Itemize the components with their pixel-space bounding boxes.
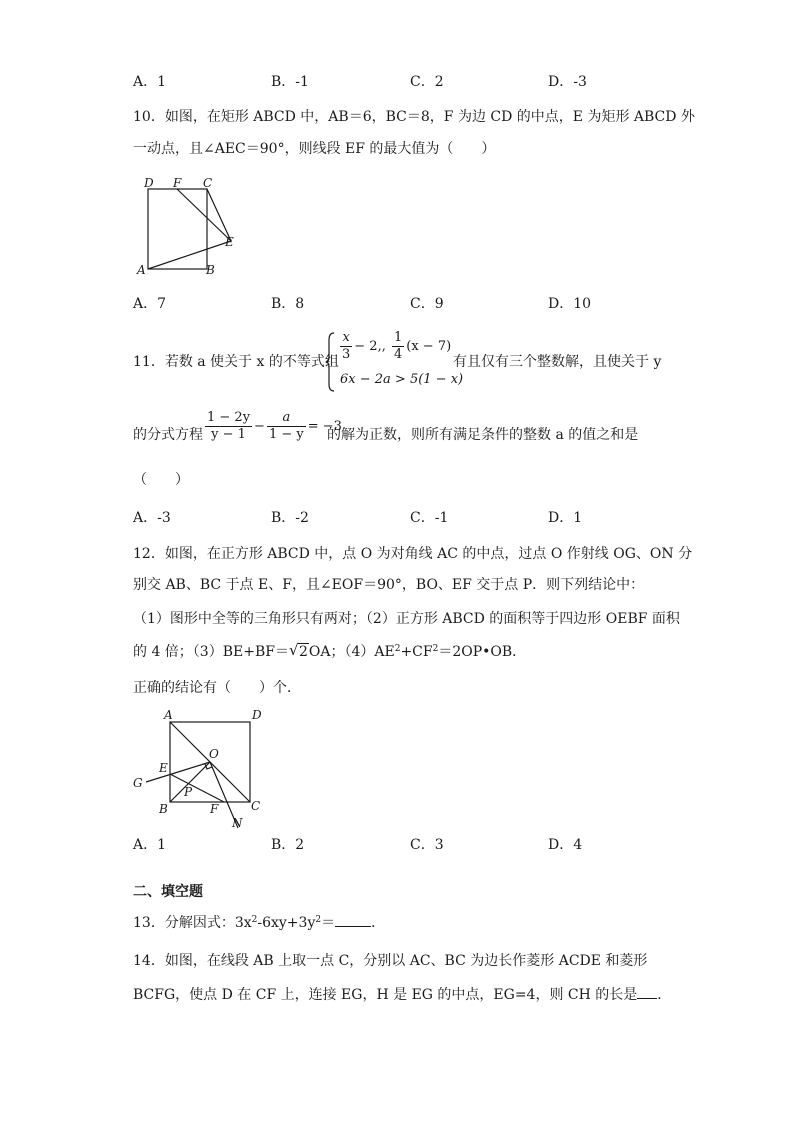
q11-option-c: C．-1	[410, 510, 449, 526]
label-o: O	[209, 747, 219, 761]
section-title-fill-in: 二、填空题	[133, 884, 203, 900]
q14-line1: 14．如图，在线段 AB 上取一点 C，分别以 AC、BC 为边长作菱形 ACDE 和菱形	[133, 953, 648, 969]
q10-option-d: D．10	[548, 296, 592, 312]
q11-inequality-1: $\frac{x}{3}$ − 2,, $\frac{1}{4}$ (x − 7)	[342, 330, 452, 362]
q10-option-c: C．9	[410, 296, 444, 312]
q9-option-d: D．-3	[548, 74, 587, 90]
label-b: B	[159, 802, 168, 816]
q12-option-a: A．1	[133, 837, 167, 853]
label-p: P	[184, 785, 193, 799]
label-a: A	[164, 708, 173, 722]
label-d: D	[252, 708, 262, 722]
q12-option-c: C．3	[410, 837, 444, 853]
q12-line1: 12．如图，在正方形 ABCD 中，点 O 为对角线 AC 的中点，过点 O 作射线 OG、ON 分	[133, 546, 693, 562]
q11-option-d: D．1	[548, 510, 583, 526]
rectangle-abcd	[148, 189, 207, 269]
q11-suffix: 有且仅有三个整数解，且使关于 y	[453, 354, 662, 370]
q9-option-c: C．2	[410, 74, 444, 90]
q14-line2: BCFG，使点 D 在 CF 上，连接 EG，H 是 EG 的中点，EG=4，则 CH 的长是 ．	[133, 987, 672, 1003]
q11-paren: （ ）	[133, 472, 189, 488]
q12-line5: 正确的结论有（ ）个．	[133, 680, 301, 696]
segment-ce	[207, 189, 231, 241]
label-n: N	[232, 816, 243, 830]
q11-option-b: B．-2	[271, 510, 309, 526]
q10-figure	[135, 172, 245, 282]
label-c: C	[203, 176, 213, 190]
q10-line2: 一动点，且∠AEC＝90°，则线段 EF 的最大值为（ ）	[133, 141, 496, 157]
q11-line2-suffix: 的解为正数，则所有满足条件的整数 a 的值之和是	[327, 427, 639, 443]
q10-option-b: B．8	[271, 296, 305, 312]
q12-line3: （1）图形中全等的三角形只有两对；（2）正方形 ABCD 的面积等于四边形 OEBF 面积	[133, 611, 680, 627]
q10-option-a: A．7	[133, 296, 167, 312]
q12-line2: 别交 AB、BC 于点 E、F，且∠EOF＝90°，BO、EF 交于点 P．则下列结论中：	[133, 577, 645, 593]
q11-inequality-2: 6x − 2a > 5(1 − x)	[340, 372, 464, 387]
label-a: A	[137, 263, 146, 277]
segment-fe	[177, 189, 231, 241]
q14-answer-blank	[637, 998, 657, 999]
q9-option-a: A．1	[133, 74, 167, 90]
q12-option-b: B．2	[271, 837, 305, 853]
q13-text: 13．分解因式：$3x^2-6xy+3y^2=$ ．	[133, 915, 386, 931]
q11-line2-prefix: 的分式方程	[133, 427, 203, 443]
label-e: E	[225, 235, 234, 249]
label-b: B	[206, 263, 215, 277]
q11-option-a: A．-3	[133, 510, 171, 526]
q11-brace	[326, 332, 336, 392]
q11-prefix: 11．若数 a 使关于 x 的不等式组	[133, 354, 339, 370]
label-e: E	[159, 761, 168, 775]
q12-figure	[128, 706, 268, 830]
q12-option-d: D．4	[548, 837, 583, 853]
q9-option-b: B．-1	[271, 74, 309, 90]
q13-answer-blank	[335, 926, 371, 927]
label-f: F	[173, 176, 182, 190]
segment-ae	[148, 241, 231, 269]
q12-line4: 的 4 倍；（3）BE+BF＝ √ 2OA；$(4)AE^2+CF^2=2OP•OB$．	[133, 641, 527, 660]
segment-ef	[170, 774, 224, 802]
label-f: F	[210, 802, 219, 816]
label-g: G	[133, 776, 143, 790]
q11-equation: $\frac{1 - 2y}{y - 1}$ − $\frac{a}{1 - y}$ = −3	[207, 410, 342, 442]
label-d: D	[144, 176, 154, 190]
q10-line1: 10．如图，在矩形 ABCD 中，AB＝6，BC＝8，F 为边 CD 的中点，E 为矩形 ABCD 外	[133, 109, 695, 125]
label-c: C	[251, 799, 261, 813]
